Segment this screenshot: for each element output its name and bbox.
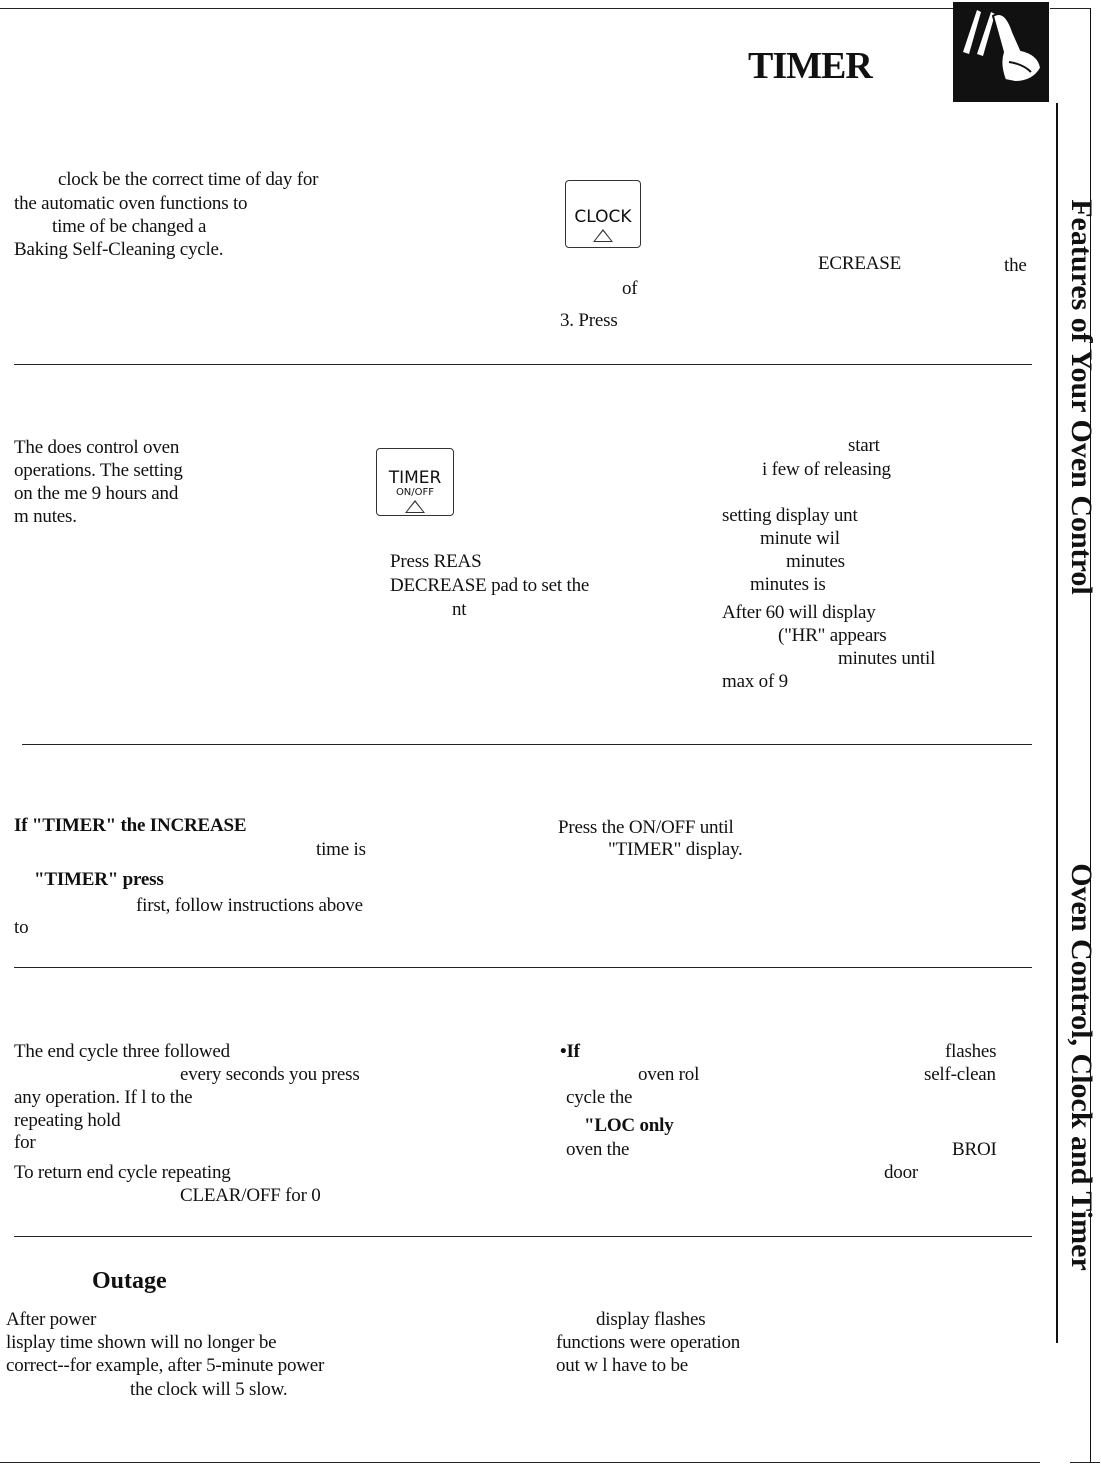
sec4-right-6: door (884, 1162, 919, 1183)
sidebar-title-bottom: Oven Control, Clock and Timer (1065, 863, 1098, 1271)
sec2-right-9: minutes until (838, 648, 936, 669)
page-title: TIMER (748, 45, 872, 87)
sec2-mid-1: Press REAS (390, 551, 482, 572)
sec3-line-2: time is (316, 839, 366, 860)
sec5-right-2: functions were operation (556, 1332, 741, 1353)
sec1-line-4: Baking Self-Cleaning cycle. (14, 239, 224, 260)
sec5-right-3: out w l have to be (556, 1355, 689, 1376)
timer-pad-label: TIMER (388, 468, 442, 488)
sec3-right-2: "TIMER" display. (608, 839, 743, 860)
sec3-line-1: If "TIMER" the INCREASE (14, 815, 247, 836)
divider-1 (14, 364, 1032, 365)
sec1-line-3: time of be changed a (52, 216, 207, 237)
sec4-line-1: The end cycle three followed (14, 1041, 230, 1062)
sec5-line-3: correct--for example, after 5-minute power (6, 1355, 325, 1376)
clock-pad[interactable] (565, 180, 641, 248)
sec2-mid-2: DECREASE pad to set the (390, 575, 590, 596)
sec4-right-3: cycle the (566, 1087, 633, 1108)
sidebar-line-top (1056, 103, 1058, 1343)
sec4-right-2b: self-clean (924, 1064, 996, 1085)
sec4-line-4: repeating hold (14, 1110, 121, 1131)
sec2-right-2: i few of releasing (762, 459, 891, 480)
timer-pad[interactable] (376, 448, 454, 516)
sec2-right-10: max of 9 (722, 671, 788, 692)
sec3-right-1: Press the ON/OFF until (558, 817, 734, 838)
sec4-line-7: CLEAR/OFF for 0 (180, 1185, 321, 1206)
sec2-line-1: The does control oven (14, 437, 180, 458)
sec1-right-2: the (1004, 255, 1027, 276)
sec1-line-1: clock be the correct time of day for (58, 169, 319, 190)
sec2-right-7: After 60 will display (722, 602, 876, 623)
sec5-right-1: display flashes (596, 1309, 706, 1330)
sec2-mid-3: nt (452, 599, 467, 620)
sec5-line-2: lisplay time shown will no longer be (6, 1332, 277, 1353)
bottom-rule (0, 1462, 1040, 1463)
sec3-line-3: "TIMER" press (34, 869, 164, 890)
timer-pad-arrow-icon (405, 500, 425, 513)
sec1-right-3: of (622, 278, 638, 299)
sec3-line-5: to (14, 917, 29, 938)
sec5-line-4: the clock will 5 slow. (130, 1379, 288, 1400)
sec4-right-1b: flashes (945, 1041, 997, 1062)
sec2-right-1: start (848, 435, 880, 456)
hand-pointer-icon (953, 2, 1049, 102)
sec4-right-4: "LOC only (584, 1115, 674, 1136)
sec2-right-4: minute wil (760, 528, 840, 549)
sec2-line-3: on the me 9 hours and (14, 483, 179, 504)
sec4-right-5b: BROI (952, 1139, 997, 1160)
clock-pad-arrow-icon (593, 229, 613, 242)
sec2-line-2: operations. The setting (14, 460, 183, 481)
sec4-line-2: every seconds you press (180, 1064, 360, 1085)
divider-3 (14, 967, 1032, 968)
bottom-rule-right (1070, 1462, 1100, 1463)
sec1-line-2: the automatic oven functions to (14, 193, 248, 214)
sidebar-title-top: Features of Your Oven Control (1065, 199, 1098, 595)
timer-pad-sublabel: ON/OFF (395, 487, 435, 498)
sec4-right-2: oven rol (638, 1064, 700, 1085)
divider-2 (22, 744, 1032, 745)
sec5-heading: Outage (92, 1268, 167, 1294)
sec3-line-4: first, follow instructions above (136, 895, 363, 916)
divider-4 (14, 1236, 1032, 1237)
sec1-right-1: ECREASE (818, 253, 902, 274)
sec2-right-8: ("HR" appears (778, 625, 887, 646)
sec2-line-4: m nutes. (14, 506, 77, 527)
sec4-line-5: for (14, 1132, 36, 1153)
sec1-right-4: 3. Press (560, 310, 618, 331)
top-rule (0, 8, 960, 9)
sec4-line-3: any operation. If l to the (14, 1087, 193, 1108)
sec2-right-5: minutes (786, 551, 845, 572)
sec2-right-6: minutes is (750, 574, 826, 595)
sec2-right-3: setting display unt (722, 505, 858, 526)
sec4-right-1: •If (560, 1041, 580, 1062)
sec4-line-6: To return end cycle repeating (14, 1162, 231, 1183)
sec4-right-5: oven the (566, 1139, 630, 1160)
clock-pad-label: CLOCK (574, 207, 632, 227)
sec5-line-1: After power (6, 1309, 97, 1330)
